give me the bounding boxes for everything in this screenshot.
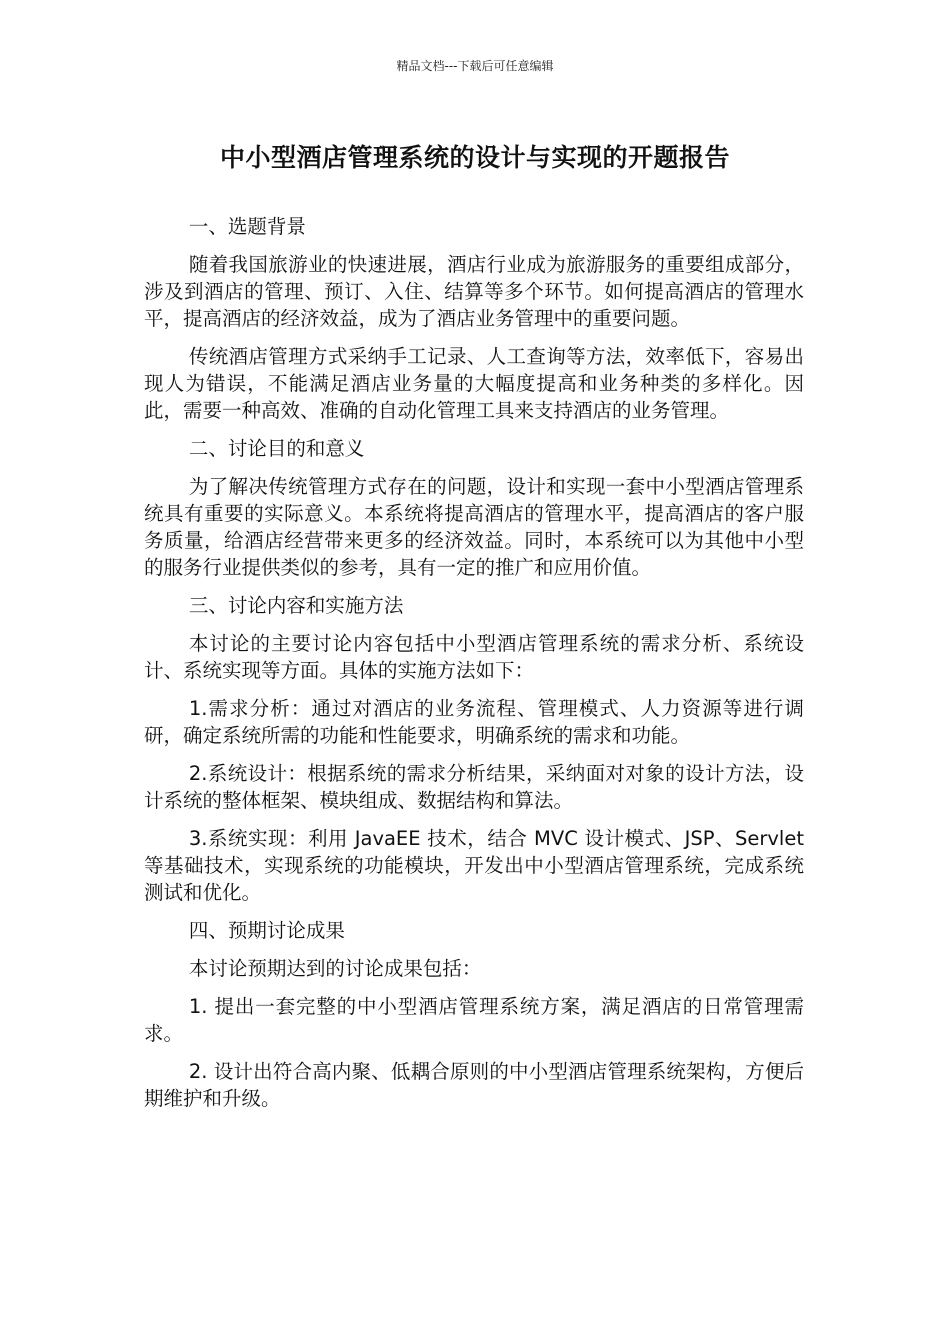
list-item: 3.系统实现：利用 JavaEE 技术，结合 MVC 设计模式、JSP、Servlet 等基础技术，实现系统的功能模块，开发出中小型酒店管理系统，完成系统测试和优化。 bbox=[144, 827, 804, 904]
list-item: 1.需求分析：通过对酒店的业务流程、管理模式、人力资源等进行调研，确定系统所需的功能和性能要求，明确系统的需求和功能。 bbox=[144, 697, 804, 747]
paragraph: 传统酒店管理方式采纳手工记录、人工查询等方法，效率低下，容易出现人为错误，不能满足酒店业务量的大幅度提高和业务种类的多样化。因此，需要一种高效、准确的自动化管理工具来支持酒店的业务管理。 bbox=[144, 345, 804, 422]
section-heading-methods: 三、讨论内容和实施方法 bbox=[188, 594, 404, 617]
document-body bbox=[144, 213, 804, 1123]
paragraph: 本讨论预期达到的讨论成果包括： bbox=[188, 957, 482, 980]
list-item: 2.系统设计：根据系统的需求分析结果，采纳面对对象的设计方法，设计系统的整体框架、模块组成、数据结构和算法。 bbox=[144, 762, 804, 812]
paragraph: 本讨论的主要讨论内容包括中小型酒店管理系统的需求分析、系统设计、系统实现等方面。具体的实施方法如下： bbox=[144, 632, 804, 682]
paragraph: 随着我国旅游业的快速进展，酒店行业成为旅游服务的重要组成部分，涉及到酒店的管理、预订、入住、结算等多个环节。如何提高酒店的管理水平，提高酒店的经济效益，成为了酒店业务管理中的重要问题。 bbox=[144, 253, 804, 330]
document-title: 中小型酒店管理系统的设计与实现的开题报告 bbox=[219, 143, 730, 172]
header-note: 精品文档---下载后可任意编辑 bbox=[396, 59, 554, 73]
section-heading-background: 一、选题背景 bbox=[188, 215, 306, 238]
paragraph: 为了解决传统管理方式存在的问题，设计和实现一套中小型酒店管理系统具有重要的实际意义。本系统将提高酒店的管理水平，提高酒店的客户服务质量，给酒店经营带来更多的经济效益。同时，本系统可以为其他中小型的服务行业提供类似的参考，具有一定的推广和应用价值。 bbox=[144, 475, 804, 579]
section-heading-purpose: 二、讨论目的和意义 bbox=[188, 437, 365, 460]
list-item: 2. 设计出符合高内聚、低耦合原则的中小型酒店管理系统架构，方便后期维护和升级。 bbox=[144, 1060, 804, 1110]
list-item: 1. 提出一套完整的中小型酒店管理系统方案，满足酒店的日常管理需求。 bbox=[144, 995, 804, 1045]
section-heading-results: 四、预期讨论成果 bbox=[188, 919, 345, 942]
